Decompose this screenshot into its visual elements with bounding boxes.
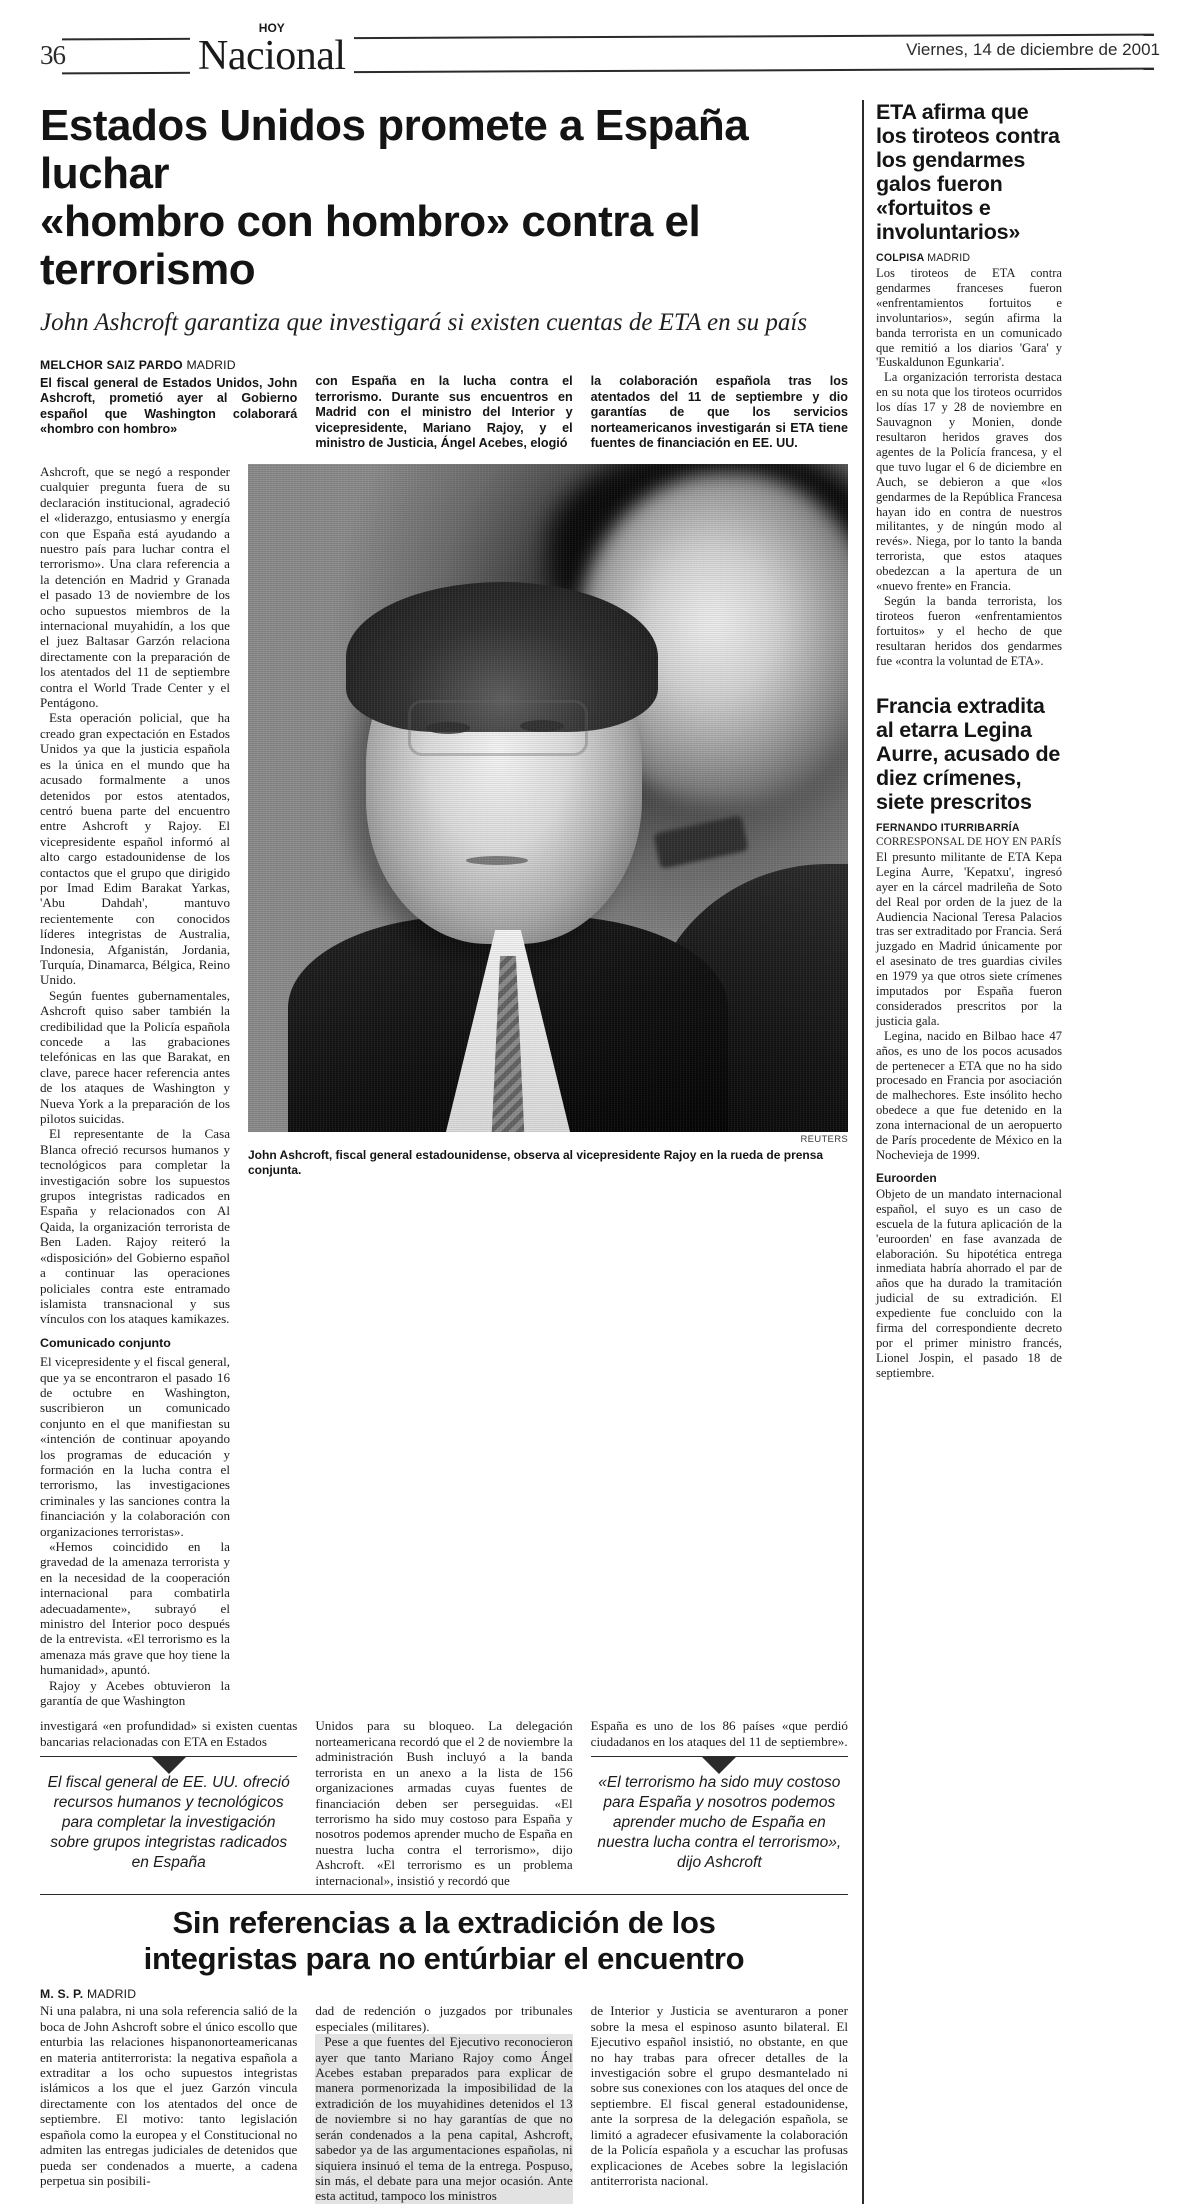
sidebar-byline-author: COLPISA	[876, 252, 925, 264]
publication-logo: HOY	[258, 21, 285, 35]
secondary-byline	[40, 1987, 297, 2001]
body-column-3-text	[315, 1718, 572, 1887]
paragraph: Unidos para su bloqueo. La delegación norteamericana recordó que el 2 de noviembre la administración Bush incluyó a la banda terrorista en un anexo a la lista de 156 organizaciones armadas cuyas fuentes de financiación deben ser perseguidas. «El terrorismo ha sido muy costoso para España y nosotros podemos aprender mucho de España en nuestra lucha contra el terrorismo», dijo Ashcroft. «El terrorismo es un problema internacional», insistió y recordó que	[315, 1718, 573, 1888]
secondary-article-rule	[40, 1894, 848, 1896]
body-column-4-text	[591, 1718, 848, 1749]
secondary-column-1-text	[40, 2003, 297, 2188]
paragraph: de Interior y Justicia se aventuraron a poner sobre la mesa el espinoso asunto bilateral. El Ejecutivo español insistió, no obstante, en que no hay trabas para ofrecer detalles de la investigación sobre el grupo desmantelado ni sobre sus conexiones con los ataques del once de septiembre. El fiscal general estadounidense, ante la sorpresa de la delegación española, se limitó a agradecer efusivamente la colaboración de la Policía española y a escuchar las profusas explicaciones de Acebes sobre la legislación antiterrorista nacional.	[590, 2003, 848, 2188]
lead-paragraph	[40, 358, 848, 452]
body-column-3	[315, 1718, 572, 1887]
photo-credit: REUTERS	[800, 1133, 848, 1145]
sidebar-article-2-correspondent: CORRESPONSAL DE HOY EN PARÍS	[876, 836, 1062, 849]
sidebar-article-2-text-continued	[876, 1187, 1062, 1381]
sidebar	[876, 96, 1062, 2204]
body-upper	[40, 464, 848, 1709]
main-headline	[40, 102, 848, 294]
sidebar-spacer	[876, 668, 1062, 690]
page-number: 36	[40, 40, 65, 70]
page-grid	[40, 96, 1160, 2204]
press-conference-photo	[248, 464, 848, 1132]
byline-place: MADRID	[186, 358, 236, 372]
paragraph: Ni una palabra, ni una sola referencia salió de la boca de John Ashcroft sobre el único escollo que enturbia las relaciones hispanonorteamericanas en materia antiterrorista: la negativa española a extraditar a los ocho supuestos integristas islámicos a los que el juez Garzón vincula directamente con los atentados del once de septiembre. El motivo: tanto legislación española como la europea y el Constitucional no admiten las entregas judiciales de detenidos que pueda ser condenados a muerte, a cadena perpetua sin posibili-	[40, 2003, 298, 2188]
secondary-column-2	[315, 1987, 572, 2203]
sidebar-byline-place: MADRID	[927, 252, 971, 264]
sidebar-article-2-headline: Francia extradita al etarra Legina Aurre, acusado de diez crímenes, siete prescritos	[876, 694, 1061, 815]
secondary-byline-place: MADRID	[86, 1987, 137, 2002]
secondary-headline-line2: integristas para no entúrbiar el encuentro	[143, 1941, 745, 1977]
secondary-column-2-text	[315, 2003, 572, 2203]
masthead-title-block	[190, 22, 354, 78]
byline-author: MELCHOR SAIZ PARDO	[40, 358, 183, 372]
sidebar-article-2-text	[876, 850, 1062, 1163]
masthead	[40, 21, 1160, 90]
paragraph: Objeto de un mandato internacional español, el suyo es un caso de escuela de la futura aplicación de la 'euroorden' en fase avanzada de elaboración. Su hipotética entrega inmediata habría ahorrado el par de años que ha durado la tramitación judicial de su extradición. El expediente fue concluido con la firma del correspondiente decreto por el primer ministro francés, Lionel Jospin, el pasado 18 de septiembre.	[876, 1186, 1062, 1380]
paragraph: dad de redención o juzgados por tribunales especiales (militares).	[315, 2003, 573, 2034]
secondary-column-3	[591, 1987, 848, 2188]
subsection-heading: Comunicado conjunto	[40, 1335, 171, 1350]
paragraph: Los tiroteos de ETA contra gendarmes franceses fueron «enfrentamientos fortuitos e involuntarios», según afirma la banda terrorista en un comunicado que remitió a los diarios 'Gara' y 'Euskaldunon Egunkaria'.	[876, 266, 1062, 370]
pull-quote-1: El fiscal general de EE. UU. ofreció recursos humanos y tecnológicos para completar la investigación sobre grupos integristas radicados en España	[40, 1756, 297, 1879]
paragraph-highlighted: Pese a que fuentes del Ejecutivo reconocieron ayer que tanto Mariano Rajoy como Ángel Acebes estaban preparados para explicar de manera pormenorizada la imposibilidad de la extradición de los muyahidines detenidos el 13 de noviembre si no hay garantías de que no serán condenados a la pena capital, Ashcroft, sabedor ya de las argumentaciones españolas, ni siquiera insinuó el tema de la entrega. Pospuso, sin más, el debate para una mejor ocasión. Ante esta actitud, tampoco los ministros	[315, 2034, 573, 2204]
main-subheadline: John Ashcroft garantiza que investigará si existen cuentas de ETA en su país	[40, 309, 808, 336]
photo-caption: John Ashcroft, fiscal general estadounidense, observa al vicepresidente Rajoy en la rueda de prensa conjunta.	[248, 1147, 824, 1177]
paragraph: Esta operación policial, que ha creado gran expectación en Estados Unidos ya que la justicia española es la única en el mundo que ha acusado formalmente a unos detenidos por estos atentados, centró buena parte del encuentro entre Ashcroft y Rajoy. El vicepresidente español informó al alto cargo estadounidense de los contactos que el grupo que dirigido por Imad Edim Barakat Yarkas, 'Abu Dahdah', mantuvo recientemente con conocidos líderes integristas de Australia, Indonesia, Afganistán, Jordania, Turquía, Dinamarca, Bélgica, Reino Unido.	[40, 710, 230, 988]
paragraph: Según la banda terrorista, los tiroteos fueron «enfrentamientos fortuitos» y el hecho de que resultaran heridos dos gendarmes fue «contra la voluntad de ETA».	[876, 593, 1062, 668]
paragraph: Legina, nacido en Bilbao hace 47 años, es uno de los pocos acusados de pertenecer a ETA que no ha sido procesado en Francia por asociación de malhechores. Este insólito hecho obedece a que fue detenido en la zona internacional de un aeropuerto de París procedente de México en la Nochevieja de 1999.	[876, 1028, 1062, 1162]
column-divider	[862, 100, 864, 2204]
lead-column-1	[40, 358, 297, 452]
paragraph: El presunto militante de ETA Kepa Legina Aurre, 'Kepatxu', ingresó ayer en la cárcel madrileña de Soto del Real por orden de la juez de la Audiencia Nacional Teresa Palacios tras ser extraditado por Francia. Será juzgado en Madrid únicamente por el asesinato de tres guardias civiles en 1979 ya que otros siete crímenes imputados por España fueron considerados prescritos por la justicia gala.	[876, 849, 1062, 1028]
secondary-body	[40, 1987, 848, 2203]
paragraph: «Hemos coincidido en la gravedad de la amenaza terrorista y en la necesidad de la cooperación internacional para combatirla adecuadamente», subrayó el ministro del Interior poco después de la entrevista. «El terrorismo es la amenaza más grave que hoy tiene la humanidad», apuntó.	[40, 1539, 230, 1678]
lead-text-1: El fiscal general de Estados Unidos, John Ashcroft, prometió ayer al Gobierno español que Washington colaborará «hombro con hombro»	[40, 375, 298, 437]
press-conference-photo-block	[248, 464, 848, 1178]
section-title: Nacional	[198, 33, 346, 79]
sidebar-article-1-text	[876, 266, 1062, 668]
secondary-headline-line1: Sin referencias a la extradición de los	[172, 1905, 716, 1941]
sidebar-byline-author-2: FERNANDO ITURRIBARRÍA	[876, 822, 1020, 835]
paragraph: Ashcroft, que se negó a responder cualquier pregunta fuera de su declaración institucional, agradeció el «liderazgo, entusiasmo y energía con que España está ayudando a nuestro país para luchar contra el terrorismo». Una clara referencia a la detención en Madrid y Granada el pasado 13 de noviembre de los ocho supuestos miembros de la internacional muyahidín, a los que el juez Baltasar Garzón relaciona directamente con la preparación de los atentados del 11 de septiembre contra el World Trade Center y el Pentágono.	[40, 463, 230, 711]
lead-text-3: la colaboración española tras los atentados del 11 de septiembre y dio garantías de que los servicios norteamericanos investigarán si ETA tiene fuentes de financiación en EE. UU.	[590, 374, 848, 451]
sidebar-article-2-byline	[876, 822, 1062, 834]
body-column-1-text	[40, 464, 230, 1709]
body-column-2	[40, 1718, 297, 1879]
sidebar-subheading-euroorden: Euroorden	[876, 1170, 937, 1185]
body-column-2-text	[40, 1718, 297, 1749]
main-byline	[40, 358, 297, 374]
body-column-1	[40, 464, 230, 1709]
lead-text-2: con España en la lucha contra el terrorismo. Durante sus encuentros en Madrid con el ministro del Interior y vicepresidente, Mariano Rajoy, y el ministro de Justicia, Ángel Acebes, elogió	[315, 374, 573, 451]
paragraph: El vicepresidente y el fiscal general, que ya se encontraron el pasado 16 de octubre en Washington, suscribieron un comunicado conjunto en el que manifiestan su «intención de continuar apoyando los programas de educación y formación en la lucha contra el terrorismo, las investigaciones criminales y las sanciones contra la financiación y la colaboración con organizaciones terroristas».	[40, 1354, 230, 1539]
body-lower	[40, 1718, 848, 1887]
paragraph: España es uno de los 86 países «que perdió ciudadanos en los ataques del 11 de septiembre».	[590, 1718, 848, 1749]
secondary-headline	[40, 1905, 848, 1977]
lead-column-2	[315, 358, 572, 452]
body-column-4	[591, 1718, 848, 1879]
secondary-byline-author: M. S. P.	[40, 1987, 84, 2002]
lead-column-3	[591, 358, 848, 452]
pull-quote-2: «El terrorismo ha sido muy costoso para España y nosotros podemos aprender mucho de España en nuestra lucha contra el terrorismo», dijo Ashcroft	[591, 1756, 848, 1879]
issue-date: Viernes, 14 de diciembre de 2001	[896, 40, 1160, 60]
paragraph: investigará «en profundidad» si existen cuentas bancarias relacionadas con ETA en Estados	[40, 1718, 298, 1749]
paragraph: La organización terrorista destaca en su nota que los tiroteos ocurridos los días 17 y 28 de noviembre en Sauvagnon y Monien, donde resultaron heridos graves dos agentes de la Policía francesa, y el que tuvo lugar el 6 de diciembre en Auch, se debieron a que «los gendarmes de la República Francesa hayan ido en contra de nuestros militantes, y de ningún modo al revés». Niega, por lo tanto la banda terrorista, que estos ataques obedezcan a la apertura de un «nuevo frente» en Francia.	[876, 370, 1062, 594]
secondary-column-1	[40, 1987, 297, 2188]
main-content	[40, 96, 862, 2204]
main-headline-line2: «hombro con hombro» contra el terrorismo	[40, 197, 701, 294]
photo-halftone-grain	[248, 464, 848, 1132]
main-headline-line1: Estados Unidos promete a España luchar	[40, 101, 749, 198]
sidebar-article-1-headline: ETA afirma que los tiroteos contra los gendarmes galos fueron «fortuitos e involuntarios»	[876, 100, 1060, 244]
paragraph: Rajoy y Acebes obtuvieron la garantía de que Washington	[40, 1677, 230, 1709]
paragraph: Según fuentes gubernamentales, Ashcroft quiso saber también la credibilidad que la Policía española concede a las grabaciones telefónicas en las que Barakat, en clave, parece hacer referencia antes de los ataques de Washington y Nueva York a la preparación de los pilotos suicidas.	[40, 987, 230, 1127]
sidebar-article-1-byline	[876, 252, 1062, 264]
paragraph: El representante de la Casa Blanca ofreció recursos humanos y tecnológicos para completar la investigación sobre los supuestos grupos integristas radicados en España y relacionados con Al Qaida, la organización terrorista de Ben Laden. Rajoy reiteró la «disposición» del Gobierno español a continuar las operaciones policiales contra este entramado islamista transnacional y sus vínculos con los ataques kamikazes.	[40, 1126, 230, 1327]
secondary-column-3-text	[591, 2003, 848, 2188]
